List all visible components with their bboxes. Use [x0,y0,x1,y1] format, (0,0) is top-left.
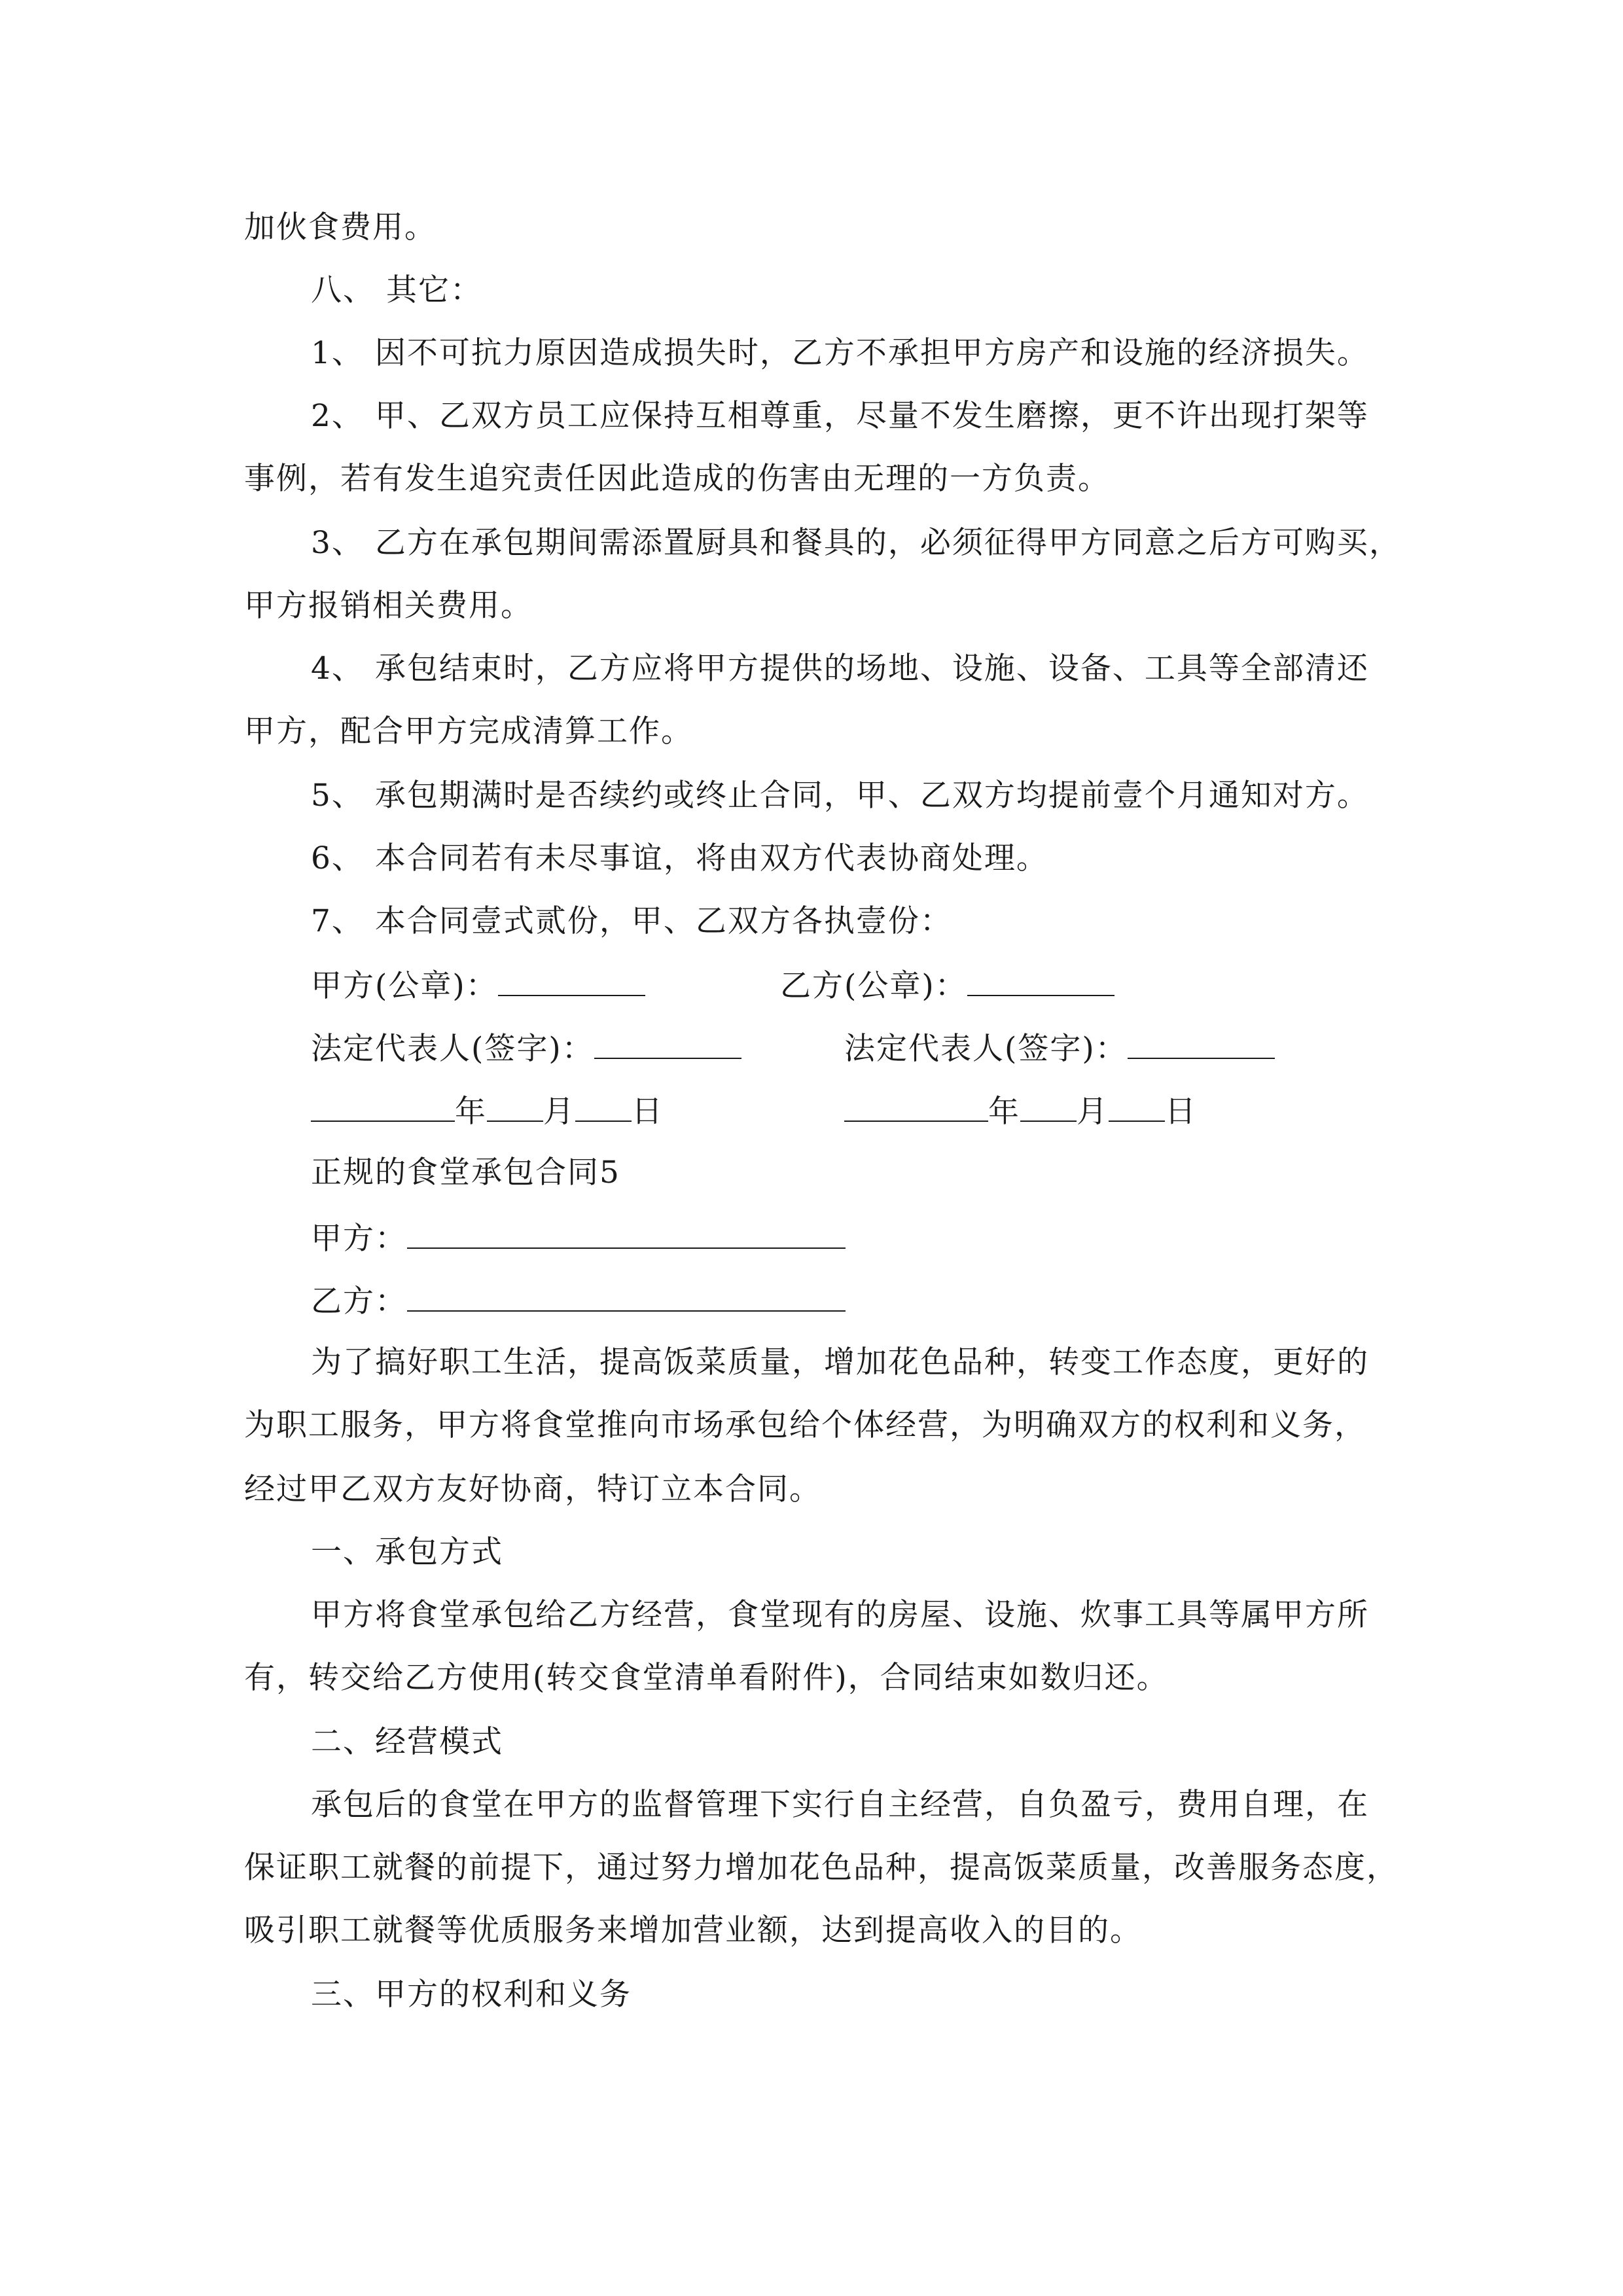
party-b-blank [407,1280,846,1312]
clause-item: 3、 乙方在承包期间需添置厨具和餐具的，必须征得甲方同意之后方可购买， [311,525,1401,561]
rep-b-row [844,1028,1275,1069]
party-a-row [311,1217,846,1259]
section-heading: 一、承包方式 [311,1534,503,1570]
clause-item: 7、 本合同壹式贰份，甲、乙双方各执壹份： [311,903,952,939]
rep-b-blank [1128,1028,1275,1059]
year-blank [311,1090,455,1122]
text-line: 甲方报销相关费用。 [244,588,533,624]
clause-item: 6、 本合同若有未尽事谊，将由双方代表协商处理。 [311,840,1048,876]
body-line: 为了搞好职工生活，提高饭菜质量，增加花色品种，转变工作态度，更好的 [311,1344,1369,1380]
clause-item: 5、 承包期满时是否续约或终止合同，甲、乙双方均提前壹个月通知对方。 [311,778,1369,814]
year-blank [844,1090,988,1122]
body-line: 有，转交给乙方使用(转交食堂清单看附件)，合同结束如数归还。 [244,1660,1169,1696]
party-b-row [311,1280,846,1321]
section-heading: 二、经营模式 [311,1724,503,1760]
party-a-seal-blank [498,965,645,996]
text-line: 事例，若有发生追究责任因此造成的伤害由无理的一方负责。 [244,461,1110,497]
body-line: 为职工服务，甲方将食堂推向市场承包给个体经营，为明确双方的权利和义务， [244,1407,1366,1443]
body-line: 经过甲乙双方友好协商，特订立本合同。 [244,1471,821,1507]
month-label: 月 [1077,1094,1109,1130]
day-label: 日 [1165,1094,1197,1130]
text-line: 甲方，配合甲方完成清算工作。 [244,713,693,749]
party-b-seal-row [780,965,1115,1006]
party-a-seal-row [311,965,645,1006]
year-label: 年 [455,1094,487,1130]
party-a-blank [407,1217,846,1249]
clause-item: 1、 因不可抗力原因造成损失时，乙方不承担甲方房产和设施的经济损失。 [311,335,1369,371]
clause-item: 2、 甲、乙双方员工应保持互相尊重，尽量不发生磨擦，更不许出现打架等 [311,398,1369,434]
section-heading: 三、甲方的权利和义务 [311,1977,632,2013]
rep-b-label: 法定代表人(签字)： [844,1031,1128,1067]
clause-item: 4、 承包结束时，乙方应将甲方提供的场地、设施、设备、工具等全部清还 [311,651,1369,687]
rep-a-blank [594,1028,741,1059]
day-label: 日 [632,1094,664,1130]
day-blank [1109,1090,1165,1122]
text-line: 加伙食费用。 [244,209,437,245]
month-blank [487,1090,543,1122]
party-b-seal-blank [967,965,1115,996]
section-heading: 八、 其它： [311,272,482,308]
date-row-b [844,1090,1197,1132]
party-a-seal-label: 甲方(公章)： [311,968,498,1004]
party-a-label: 甲方： [311,1221,407,1257]
body-line: 甲方将食堂承包给乙方经营，食堂现有的房屋、设施、炊事工具等属甲方所 [311,1597,1369,1633]
body-line: 承包后的食堂在甲方的监督管理下实行自主经营，自负盈亏，费用自理，在 [311,1787,1369,1823]
day-blank [575,1090,632,1122]
party-b-seal-label: 乙方(公章)： [780,968,967,1004]
rep-a-row [311,1028,741,1069]
date-row-a [311,1090,664,1132]
month-label: 月 [543,1094,575,1130]
party-b-label: 乙方： [311,1283,407,1319]
contract-title: 正规的食堂承包合同5 [311,1155,620,1191]
body-line: 吸引职工就餐等优质服务来增加营业额，达到提高收入的目的。 [244,1912,1142,1948]
month-blank [1020,1090,1077,1122]
body-line: 保证职工就餐的前提下，通过努力增加花色品种，提高饭菜质量，改善服务态度， [244,1850,1399,1886]
year-label: 年 [988,1094,1020,1130]
rep-a-label: 法定代表人(签字)： [311,1031,594,1067]
